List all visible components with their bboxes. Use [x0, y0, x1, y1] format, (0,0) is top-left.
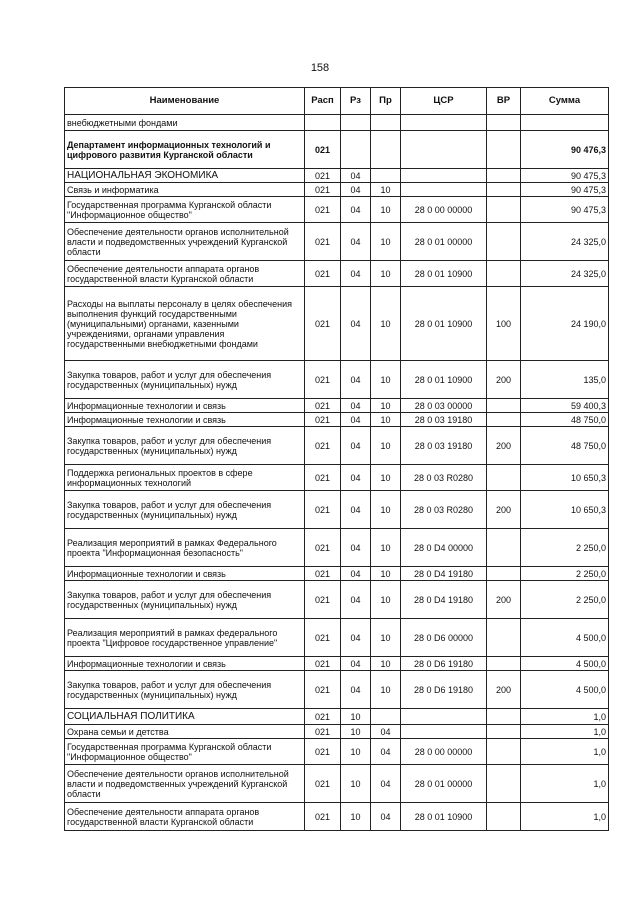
- cell-rz: 04: [341, 413, 371, 427]
- table-row: [65, 261, 609, 287]
- cell-name: Закупка товаров, работ и услуг для обеспечения государственных (муниципальных) нужд: [65, 671, 305, 709]
- cell-rz: 04: [341, 619, 371, 657]
- cell-rasp: 021: [305, 465, 341, 491]
- cell-csr: 28 0 03 R0280: [401, 465, 487, 491]
- cell-name: Реализация мероприятий в рамках Федерального проекта "Информационная безопасность": [65, 529, 305, 567]
- cell-rz: 04: [341, 491, 371, 529]
- table-row: [65, 361, 609, 399]
- table-row: [65, 709, 609, 725]
- cell-pr: 10: [371, 657, 401, 671]
- cell-vr: [487, 739, 521, 765]
- cell-rz: 04: [341, 183, 371, 197]
- cell-csr: [401, 183, 487, 197]
- column-header-rz: Рз: [341, 88, 371, 115]
- cell-rz: 10: [341, 725, 371, 739]
- cell-csr: 28 0 03 19180: [401, 427, 487, 465]
- cell-csr: 28 0 03 19180: [401, 413, 487, 427]
- cell-name: Информационные технологии и связь: [65, 413, 305, 427]
- cell-csr: 28 0 01 10900: [401, 361, 487, 399]
- cell-csr: 28 0 D6 19180: [401, 671, 487, 709]
- cell-rasp: 021: [305, 657, 341, 671]
- cell-name: Информационные технологии и связь: [65, 399, 305, 413]
- table-row: [65, 581, 609, 619]
- cell-vr: [487, 169, 521, 183]
- table-row: [65, 671, 609, 709]
- table-row: [65, 183, 609, 197]
- cell-pr: [371, 115, 401, 131]
- cell-rasp: 021: [305, 765, 341, 803]
- cell-rz: 04: [341, 287, 371, 361]
- cell-sum: 10 650,3: [521, 491, 609, 529]
- cell-rz: 04: [341, 567, 371, 581]
- cell-pr: 10: [371, 413, 401, 427]
- cell-csr: 28 0 01 10900: [401, 803, 487, 831]
- budget-table: [64, 87, 609, 831]
- cell-rasp: 021: [305, 261, 341, 287]
- cell-sum: 59 400,3: [521, 399, 609, 413]
- cell-vr: [487, 709, 521, 725]
- cell-csr: 28 0 00 00000: [401, 197, 487, 223]
- cell-name: Закупка товаров, работ и услуг для обеспечения государственных (муниципальных) нужд: [65, 361, 305, 399]
- cell-sum: 1,0: [521, 725, 609, 739]
- cell-sum: 4 500,0: [521, 619, 609, 657]
- cell-pr: 10: [371, 671, 401, 709]
- cell-csr: 28 0 D6 00000: [401, 619, 487, 657]
- cell-rz: 04: [341, 197, 371, 223]
- cell-rasp: 021: [305, 709, 341, 725]
- page-number: 158: [310, 62, 330, 74]
- table-row: [65, 399, 609, 413]
- cell-sum: 48 750,0: [521, 427, 609, 465]
- cell-vr: 200: [487, 671, 521, 709]
- table-row: [65, 413, 609, 427]
- cell-rasp: 021: [305, 529, 341, 567]
- cell-csr: 28 0 03 00000: [401, 399, 487, 413]
- cell-name: Закупка товаров, работ и услуг для обеспечения государственных (муниципальных) нужд: [65, 491, 305, 529]
- cell-vr: [487, 197, 521, 223]
- cell-rasp: 021: [305, 803, 341, 831]
- column-header-sum: Сумма: [521, 88, 609, 115]
- table-row: [65, 465, 609, 491]
- cell-name: Государственная программа Курганской области "Информационное общество": [65, 197, 305, 223]
- cell-sum: 90 475,3: [521, 183, 609, 197]
- table-row: [65, 287, 609, 361]
- cell-sum: 1,0: [521, 739, 609, 765]
- cell-rasp: 021: [305, 581, 341, 619]
- cell-name: Департамент информационных технологий и цифрового развития Курганской области: [65, 131, 305, 169]
- cell-csr: 28 0 01 00000: [401, 765, 487, 803]
- cell-sum: 1,0: [521, 709, 609, 725]
- cell-vr: [487, 399, 521, 413]
- cell-rasp: 021: [305, 287, 341, 361]
- cell-pr: 04: [371, 725, 401, 739]
- cell-rz: 04: [341, 169, 371, 183]
- cell-vr: [487, 529, 521, 567]
- cell-rasp: 021: [305, 619, 341, 657]
- cell-rz: 04: [341, 671, 371, 709]
- cell-rz: 10: [341, 739, 371, 765]
- cell-vr: [487, 261, 521, 287]
- table-row: [65, 657, 609, 671]
- cell-name: Информационные технологии и связь: [65, 657, 305, 671]
- cell-vr: 200: [487, 361, 521, 399]
- cell-sum: 1,0: [521, 765, 609, 803]
- table-row: [65, 529, 609, 567]
- cell-rasp: 021: [305, 725, 341, 739]
- cell-sum: 24 325,0: [521, 261, 609, 287]
- cell-rz: 04: [341, 261, 371, 287]
- cell-rz: [341, 131, 371, 169]
- cell-pr: 10: [371, 287, 401, 361]
- column-header-rasp: Расп: [305, 88, 341, 115]
- cell-csr: 28 0 D4 00000: [401, 529, 487, 567]
- table-body: [65, 115, 609, 831]
- cell-rz: 04: [341, 223, 371, 261]
- cell-rz: [341, 115, 371, 131]
- cell-sum: 24 325,0: [521, 223, 609, 261]
- cell-csr: 28 0 D4 19180: [401, 567, 487, 581]
- column-header-pr: Пр: [371, 88, 401, 115]
- cell-pr: 04: [371, 739, 401, 765]
- cell-vr: 200: [487, 427, 521, 465]
- cell-vr: [487, 223, 521, 261]
- cell-rz: 04: [341, 427, 371, 465]
- cell-csr: [401, 131, 487, 169]
- cell-csr: 28 0 01 10900: [401, 287, 487, 361]
- cell-sum: 90 475,3: [521, 169, 609, 183]
- cell-pr: [371, 131, 401, 169]
- cell-name: Закупка товаров, работ и услуг для обеспечения государственных (муниципальных) нужд: [65, 427, 305, 465]
- cell-vr: [487, 803, 521, 831]
- cell-sum: 4 500,0: [521, 657, 609, 671]
- table-header-row: [65, 88, 609, 115]
- cell-rz: 04: [341, 529, 371, 567]
- table-row: [65, 491, 609, 529]
- column-header-name: Наименование: [65, 88, 305, 115]
- cell-rasp: 021: [305, 413, 341, 427]
- cell-pr: 10: [371, 427, 401, 465]
- cell-rasp: 021: [305, 739, 341, 765]
- cell-name: НАЦИОНАЛЬНАЯ ЭКОНОМИКА: [65, 169, 305, 183]
- cell-name: СОЦИАЛЬНАЯ ПОЛИТИКА: [65, 709, 305, 725]
- cell-csr: [401, 709, 487, 725]
- cell-vr: [487, 413, 521, 427]
- cell-sum: 10 650,3: [521, 465, 609, 491]
- cell-csr: 28 0 01 10900: [401, 261, 487, 287]
- cell-name: Закупка товаров, работ и услуг для обеспечения государственных (муниципальных) нужд: [65, 581, 305, 619]
- cell-csr: 28 0 03 R0280: [401, 491, 487, 529]
- cell-sum: 1,0: [521, 803, 609, 831]
- cell-vr: [487, 567, 521, 581]
- cell-sum: 2 250,0: [521, 567, 609, 581]
- cell-vr: [487, 465, 521, 491]
- cell-name: внебюджетными фондами: [65, 115, 305, 131]
- cell-pr: 10: [371, 361, 401, 399]
- cell-csr: 28 0 01 00000: [401, 223, 487, 261]
- cell-rasp: 021: [305, 427, 341, 465]
- cell-rasp: 021: [305, 361, 341, 399]
- cell-pr: 10: [371, 567, 401, 581]
- cell-name: Информационные технологии и связь: [65, 567, 305, 581]
- cell-rasp: 021: [305, 131, 341, 169]
- cell-pr: 10: [371, 399, 401, 413]
- cell-name: Обеспечение деятельности аппарата органов государственной власти Курганской области: [65, 261, 305, 287]
- cell-name: Государственная программа Курганской области "Информационное общество": [65, 739, 305, 765]
- cell-vr: [487, 131, 521, 169]
- cell-pr: 10: [371, 491, 401, 529]
- table-row: [65, 765, 609, 803]
- cell-name: Поддержка региональных проектов в сфере информационных технологий: [65, 465, 305, 491]
- cell-rasp: 021: [305, 183, 341, 197]
- cell-rasp: 021: [305, 223, 341, 261]
- cell-csr: 28 0 D6 19180: [401, 657, 487, 671]
- table-row: [65, 567, 609, 581]
- cell-rz: 04: [341, 399, 371, 413]
- cell-sum: 48 750,0: [521, 413, 609, 427]
- cell-rz: 04: [341, 465, 371, 491]
- cell-pr: 04: [371, 803, 401, 831]
- column-header-csr: ЦСР: [401, 88, 487, 115]
- table-row: [65, 115, 609, 131]
- table-row: [65, 739, 609, 765]
- cell-csr: [401, 115, 487, 131]
- cell-vr: [487, 725, 521, 739]
- cell-name: Обеспечение деятельности органов исполнительной власти и подведомственных учреждений Курганской области: [65, 223, 305, 261]
- cell-vr: [487, 619, 521, 657]
- cell-rasp: [305, 115, 341, 131]
- cell-rasp: 021: [305, 399, 341, 413]
- cell-sum: [521, 115, 609, 131]
- column-header-vr: ВР: [487, 88, 521, 115]
- cell-sum: 135,0: [521, 361, 609, 399]
- cell-rz: 04: [341, 361, 371, 399]
- cell-rasp: 021: [305, 197, 341, 223]
- cell-sum: 90 476,3: [521, 131, 609, 169]
- cell-csr: [401, 725, 487, 739]
- cell-pr: [371, 169, 401, 183]
- cell-pr: 10: [371, 183, 401, 197]
- table-row: [65, 169, 609, 183]
- cell-sum: 4 500,0: [521, 671, 609, 709]
- cell-csr: 28 0 00 00000: [401, 739, 487, 765]
- cell-rasp: 021: [305, 671, 341, 709]
- cell-sum: 24 190,0: [521, 287, 609, 361]
- cell-vr: 100: [487, 287, 521, 361]
- cell-vr: [487, 765, 521, 803]
- cell-rz: 10: [341, 765, 371, 803]
- cell-sum: 90 475,3: [521, 197, 609, 223]
- cell-pr: 10: [371, 261, 401, 287]
- cell-name: Обеспечение деятельности аппарата органов государственной власти Курганской области: [65, 803, 305, 831]
- cell-rasp: 021: [305, 169, 341, 183]
- cell-vr: [487, 115, 521, 131]
- cell-pr: 10: [371, 465, 401, 491]
- cell-pr: 10: [371, 223, 401, 261]
- cell-vr: [487, 183, 521, 197]
- cell-pr: 10: [371, 619, 401, 657]
- cell-rz: 10: [341, 709, 371, 725]
- cell-name: Реализация мероприятий в рамках федерального проекта "Цифровое государственное управление": [65, 619, 305, 657]
- cell-name: Охрана семьи и детства: [65, 725, 305, 739]
- table-row: [65, 803, 609, 831]
- cell-name: Расходы на выплаты персоналу в целях обеспечения выполнения функций государственными (муниципальными) органами, казенными учреждениями, органами управления государственными внебюджетными фондами: [65, 287, 305, 361]
- table-row: [65, 197, 609, 223]
- cell-pr: 10: [371, 581, 401, 619]
- cell-pr: 10: [371, 529, 401, 567]
- cell-pr: [371, 709, 401, 725]
- cell-rasp: 021: [305, 491, 341, 529]
- cell-vr: 200: [487, 581, 521, 619]
- table-row: [65, 131, 609, 169]
- cell-sum: 2 250,0: [521, 581, 609, 619]
- table-row: [65, 725, 609, 739]
- cell-rz: 10: [341, 803, 371, 831]
- table-row: [65, 427, 609, 465]
- cell-name: Связь и информатика: [65, 183, 305, 197]
- cell-vr: 200: [487, 491, 521, 529]
- cell-rz: 04: [341, 581, 371, 619]
- cell-name: Обеспечение деятельности органов исполнительной власти и подведомственных учреждений Курганской области: [65, 765, 305, 803]
- cell-sum: 2 250,0: [521, 529, 609, 567]
- cell-pr: 10: [371, 197, 401, 223]
- cell-rasp: 021: [305, 567, 341, 581]
- cell-rz: 04: [341, 657, 371, 671]
- cell-pr: 04: [371, 765, 401, 803]
- table-row: [65, 223, 609, 261]
- cell-csr: 28 0 D4 19180: [401, 581, 487, 619]
- cell-csr: [401, 169, 487, 183]
- cell-vr: [487, 657, 521, 671]
- table-row: [65, 619, 609, 657]
